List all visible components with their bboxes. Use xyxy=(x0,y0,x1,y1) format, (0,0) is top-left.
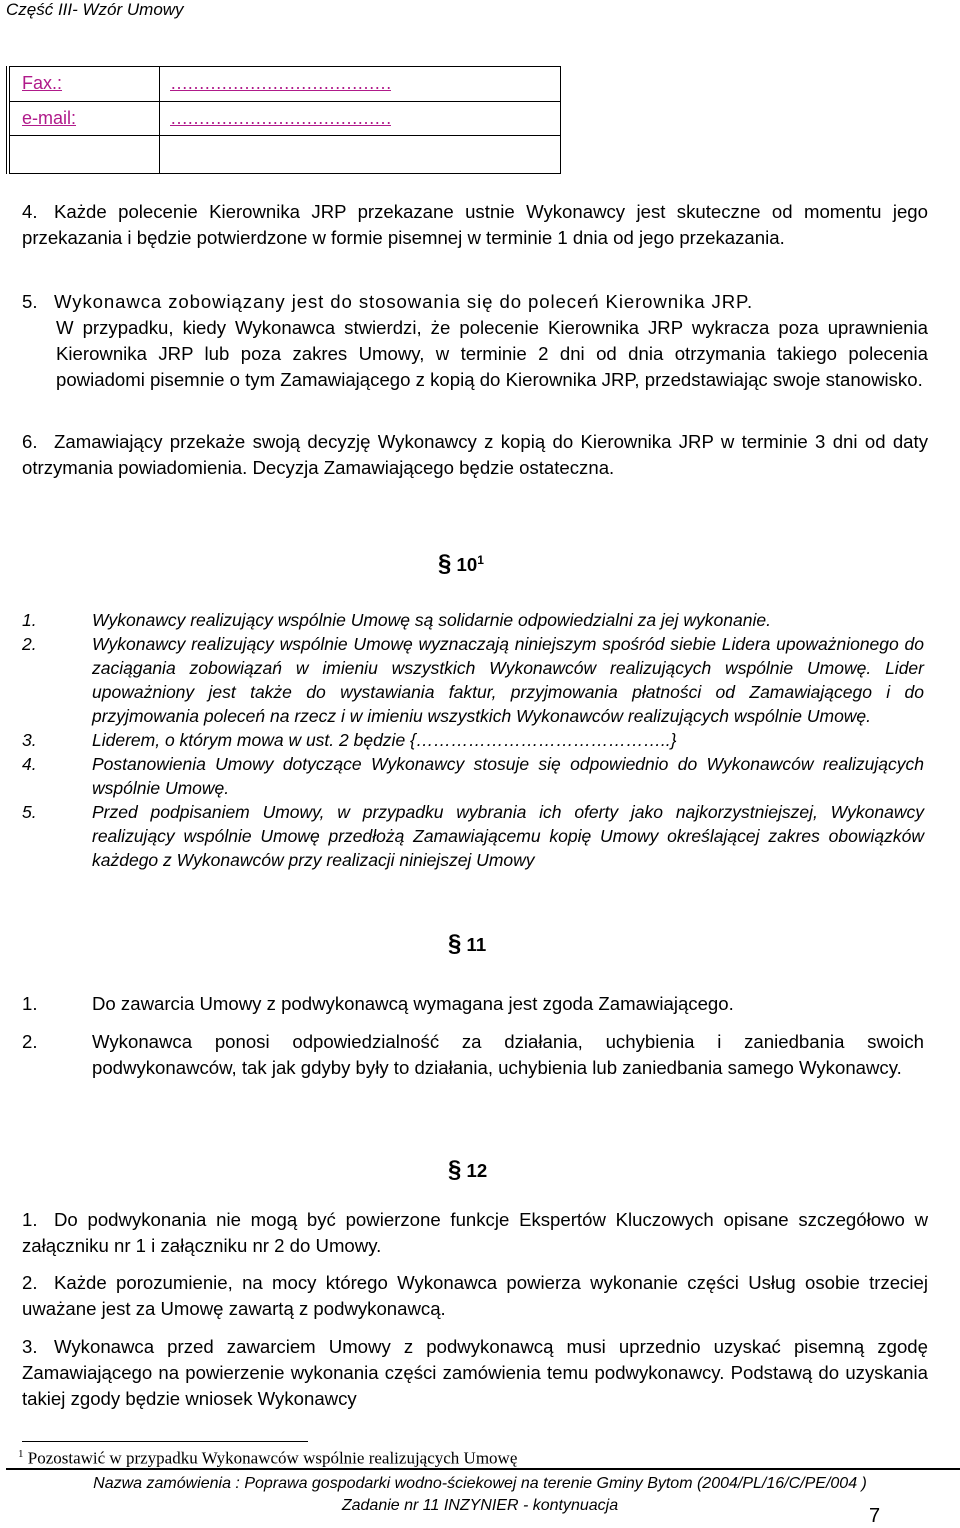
page-number: 7 xyxy=(869,1505,881,1527)
footer-line-2: Zadanie nr 11 INZYNIER - kontynuacja xyxy=(341,1497,619,1514)
paragraph-number: 5. xyxy=(22,291,38,312)
section-number: 10 xyxy=(456,554,478,575)
item-text: Przed podpisaniem Umowy, w przypadku wybrania ich oferty jako najkorzystniejszej, Wykonawcy realizujący wspólnie Umowę przedłożą Zamawiającemu kopię Umowy określającej zakres obowiązków każdego z Wykonawców przy realizacji niniejszej Umowy xyxy=(92,802,924,870)
item-number: 3. xyxy=(22,1336,38,1357)
empty-cell xyxy=(160,136,561,174)
paragraph-text: Zamawiający przekaże swoją decyzję Wykonawcy z kopią do Kierownika JRP w terminie 3 dni od daty otrzymania powiadomienia. Decyzja Zamawiającego będzie ostateczna. xyxy=(22,431,928,478)
empty-cell xyxy=(8,136,160,174)
paragraph-text-continued: W przypadku, kiedy Wykonawca stwierdzi, że polecenie Kierownika JRP wykracza poza uprawnienia Kierownika JRP lub poza zakres Umowy, w terminie 2 dni od dnia otrzymania takiego polecenia powiadomi pisemnie o tym Zamawiającego z kopią do Kierownika JRP, przedstawiając swoje stanowisko. xyxy=(56,317,928,390)
section-symbol: § xyxy=(438,550,452,577)
section-10-heading xyxy=(438,550,484,578)
footnote-ref: 1 xyxy=(477,552,484,567)
item-number: 2. xyxy=(22,634,37,654)
email-label: e-mail: xyxy=(8,101,160,136)
item-number: 2. xyxy=(22,1272,38,1293)
paragraph-text: Każde polecenie Kierownika JRP przekazane ustnie Wykonawcy jest skuteczne od momentu jego przekazania i będzie potwierdzone w formie pisemnej w terminie 1 dnia od jego przekazania. xyxy=(22,201,928,248)
item-text: Wykonawcy realizujący wspólnie Umowę są solidarnie odpowiedzialni za jej wykonanie. xyxy=(92,610,771,630)
section-symbol: § xyxy=(448,930,462,957)
paragraph-6 xyxy=(22,429,928,481)
item-number: 1. xyxy=(22,1209,38,1230)
page-header: Część III- Wzór Umowy xyxy=(6,0,184,19)
section-number: 12 xyxy=(466,1160,488,1181)
list-item xyxy=(22,608,924,632)
item-number: 1. xyxy=(22,610,37,630)
footnote-marker: 1 xyxy=(18,1448,24,1460)
item-number: 2. xyxy=(22,1031,38,1052)
contact-table xyxy=(6,66,561,174)
footnote-separator xyxy=(22,1441,308,1442)
item-text: Wykonawca przed zawarciem Umowy z podwykonawcą musi uprzednio uzyskać pisemną zgodę Zamawiającego na powierzenie wykonania części zamówienia temu podwykonawcy. Podstawą do uzyskania takiej zgody będzie wniosek Wykonawcy xyxy=(22,1336,928,1409)
list-item xyxy=(22,728,924,752)
footnote xyxy=(18,1448,517,1469)
section-12-item-1 xyxy=(22,1207,928,1259)
list-item xyxy=(22,752,924,800)
item-text: Postanowienia Umowy dotyczące Wykonawcy stosuje się odpowiednio do Wykonawców realizujących wspólnie Umowę. xyxy=(92,754,924,798)
item-text: Wykonawca ponosi odpowiedzialność za działania, uchybienia i zaniedbania swoich podwykonawców, tak jak gdyby były to działania, uchybienia lub zaniedbania samego Wykonawcy. xyxy=(92,1031,924,1078)
section-12-heading xyxy=(448,1156,487,1184)
section-12-item-3 xyxy=(22,1334,928,1412)
section-11-list xyxy=(22,991,924,1081)
footer-separator xyxy=(6,1468,960,1470)
item-text: Liderem, o którym mowa w ust. 2 będzie {……………………………………..} xyxy=(92,730,677,750)
footer-line-1: Nazwa zamówienia : Poprawa gospodarki wodno-ściekowej na terenie Gminy Bytom (2004/PL/16/C/PE/004 ) xyxy=(93,1475,867,1492)
section-symbol: § xyxy=(448,1156,462,1183)
list-item xyxy=(22,991,924,1017)
list-item xyxy=(22,632,924,728)
item-number: 3. xyxy=(22,730,37,750)
footnote-text: Pozostawić w przypadku Wykonawców wspólnie realizujących Umowę xyxy=(27,1448,518,1468)
item-number: 4. xyxy=(22,754,37,774)
section-number: 11 xyxy=(466,934,487,955)
item-number: 1. xyxy=(22,993,38,1014)
item-text: Do podwykonania nie mogą być powierzone funkcje Ekspertów Kluczowych opisane szczegółowo w załączniku nr 1 i załączniku nr 2 do Umowy. xyxy=(22,1209,928,1256)
fax-label: Fax.: xyxy=(8,67,160,102)
fax-value: ………………………………… xyxy=(160,67,561,102)
item-text: Do zawarcia Umowy z podwykonawcą wymagana jest zgoda Zamawiającego. xyxy=(92,993,734,1014)
section-12-item-2 xyxy=(22,1270,928,1322)
section-10-list xyxy=(22,608,924,872)
list-item xyxy=(22,1029,924,1081)
item-text: Wykonawcy realizujący wspólnie Umowę wyznaczają niniejszym spośród siebie Lidera upoważnionego do zaciągania zobowiązań w imieniu wszystkich Wykonawców realizujących wspólnie Umowę. Lider upoważniony jest także do wystawiania faktur, przyjmowania płatności od Zamawiającego i do przyjmowania poleceń na rzecz i w imieniu wszystkich Wykonawców realizujących wspólnie Umowę. xyxy=(92,634,924,726)
section-11-heading xyxy=(448,930,486,958)
email-value: ………………………………… xyxy=(160,101,561,136)
paragraph-5 xyxy=(22,289,928,393)
paragraph-4 xyxy=(22,199,928,251)
item-number: 5. xyxy=(22,802,37,822)
list-item xyxy=(22,800,924,872)
paragraph-number: 6. xyxy=(22,431,38,452)
paragraph-text: Wykonawca zobowiązany jest do stosowania się do poleceń Kierownika JRP. xyxy=(54,291,754,312)
item-text: Każde porozumienie, na mocy którego Wykonawca powierza wykonanie części Usług osobie trzeciej uważane jest za Umowę zawartą z podwykonawcą. xyxy=(22,1272,928,1319)
paragraph-number: 4. xyxy=(22,201,38,222)
